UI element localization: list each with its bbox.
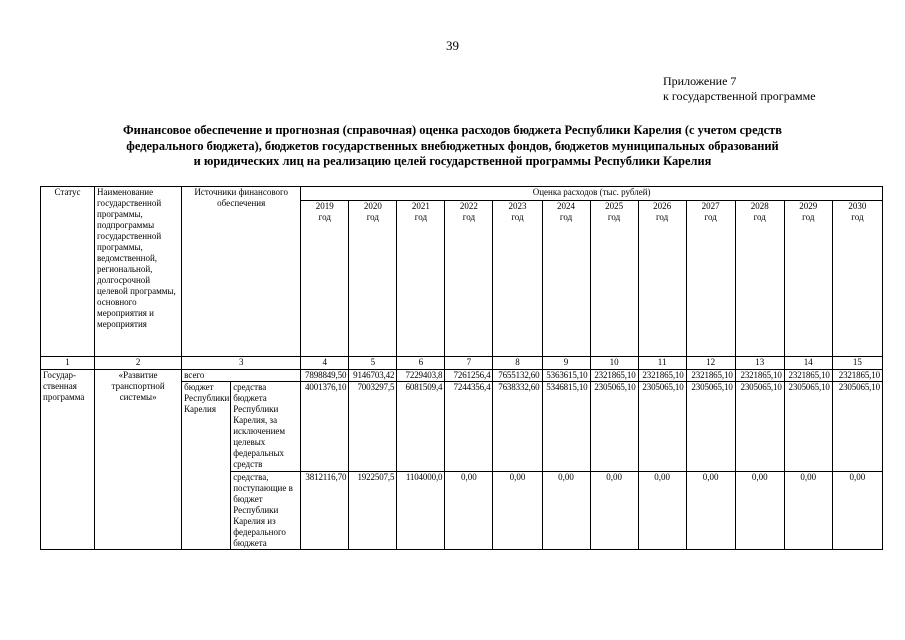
year-unit: год: [318, 212, 331, 222]
regional-value-2024: 5346815,10: [542, 382, 590, 472]
federal-value-2029: 0,00: [784, 472, 832, 550]
year-value: 2020: [363, 201, 382, 211]
federal-value-2026: 0,00: [638, 472, 686, 550]
row-status: Государ-ственная программа: [41, 370, 95, 550]
regional-value-2022: 7244356,4: [445, 382, 493, 472]
row-program-name: «Развитие транспортной системы»: [95, 370, 182, 550]
row-sub2-label: средства, поступающие в бюджет Республики Карелия из федерального бюджета: [231, 472, 301, 550]
federal-value-2022: 0,00: [445, 472, 493, 550]
year-value: 2025: [605, 201, 624, 211]
header-year-2022: [445, 201, 493, 357]
total-value-2019: 7898849,50: [301, 370, 349, 382]
federal-value-2030: 0,00: [832, 472, 882, 550]
federal-value-2028: 0,00: [735, 472, 784, 550]
year-unit: год: [607, 212, 621, 222]
year-unit: год: [511, 212, 524, 222]
year-value: 2027: [701, 201, 720, 211]
federal-value-2020: 1922507,5: [349, 472, 397, 550]
year-value: 2026: [653, 201, 672, 211]
header-year-2021: [397, 201, 445, 357]
year-value: 2028: [750, 201, 769, 211]
column-number-10: 10: [590, 357, 638, 370]
year-value: 2019: [315, 201, 334, 211]
regional-value-2028: 2305065,10: [735, 382, 784, 472]
regional-value-2030: 2305065,10: [832, 382, 882, 472]
document-title: [40, 123, 865, 170]
total-value-2021: 7229403,8: [397, 370, 445, 382]
appendix-line-1: Приложение 7: [663, 74, 737, 88]
page-number: 39: [446, 38, 459, 53]
column-number-14: 14: [784, 357, 832, 370]
year-value: 2021: [411, 201, 430, 211]
header-year-2020: [349, 201, 397, 357]
year-unit: год: [851, 212, 864, 222]
total-value-2025: 2321865,10: [590, 370, 638, 382]
year-unit: год: [366, 212, 379, 222]
year-unit: год: [559, 212, 573, 222]
year-value: 2029: [799, 201, 818, 211]
column-number-2: 2: [95, 357, 182, 370]
federal-value-2025: 0,00: [590, 472, 638, 550]
column-number-15: 15: [832, 357, 882, 370]
header-year-2025: [590, 201, 638, 357]
regional-value-2021: 6081509,4: [397, 382, 445, 472]
regional-value-2029: 2305065,10: [784, 382, 832, 472]
header-year-2024: [542, 201, 590, 357]
federal-value-2019: 3812116,70: [301, 472, 349, 550]
regional-value-2023: 7638332,60: [493, 382, 542, 472]
year-value: 2022: [459, 201, 478, 211]
financing-table: [40, 186, 883, 550]
year-value: 2023: [508, 201, 527, 211]
header-year-2029: [784, 201, 832, 357]
regional-value-2019: 4001376,10: [301, 382, 349, 472]
regional-value-2026: 2305065,10: [638, 382, 686, 472]
title-line-3: и юридических лиц на реализацию целей государственной программы Республики Карелия: [193, 154, 712, 168]
header-year-2028: [735, 201, 784, 357]
regional-value-2027: 2305065,10: [686, 382, 735, 472]
total-value-2026: 2321865,10: [638, 370, 686, 382]
federal-value-2027: 0,00: [686, 472, 735, 550]
title-line-2: федерального бюджета), бюджетов государственных внебюджетных фондов, бюджетов муниципальных образований: [126, 138, 779, 153]
header-year-2030: [832, 201, 882, 357]
column-number-3: 3: [182, 357, 301, 370]
column-number-5: 5: [349, 357, 397, 370]
appendix-line-2: к государственной программе: [663, 89, 816, 103]
total-value-2023: 7655132,60: [493, 370, 542, 382]
column-number-6: 6: [397, 357, 445, 370]
year-unit: год: [655, 212, 669, 222]
column-number-12: 12: [686, 357, 735, 370]
year-value: 2024: [557, 201, 576, 211]
total-value-2030: 2321865,10: [832, 370, 882, 382]
header-year-2023: [493, 201, 542, 357]
row-total-label: всего: [182, 370, 301, 382]
header-year-2026: [638, 201, 686, 357]
column-number-9: 9: [542, 357, 590, 370]
column-number-8: 8: [493, 357, 542, 370]
federal-value-2021: 1104000,0: [397, 472, 445, 550]
year-value: 2030: [848, 201, 867, 211]
appendix-note: [663, 74, 816, 104]
column-number-13: 13: [735, 357, 784, 370]
column-number-11: 11: [638, 357, 686, 370]
regional-value-2020: 7003297,5: [349, 382, 397, 472]
header-status: Статус: [41, 187, 95, 357]
title-line-1: Финансовое обеспечение и прогнозная (справочная) оценка расходов бюджета Республики Карелия (с учетом средств: [123, 123, 782, 137]
year-unit: год: [414, 212, 428, 222]
header-funding-sources: Источники финансового обеспечения: [182, 187, 301, 357]
year-unit: год: [753, 212, 766, 222]
header-program-name: Наименование государственной программы, подпрограммы государственной программы, ведомственной, региональной, долгосрочной целевой программы, основного мероприятия и мероприятия: [95, 187, 182, 357]
federal-value-2024: 0,00: [542, 472, 590, 550]
header-expense-estimate: Оценка расходов (тыс. рублей): [301, 187, 883, 201]
regional-value-2025: 2305065,10: [590, 382, 638, 472]
row-sub1-label: средства бюджета Республики Карелия, за исключением целевых федеральных средств: [231, 382, 301, 472]
year-unit: год: [462, 212, 476, 222]
year-unit: год: [704, 212, 717, 222]
header-year-2019: [301, 201, 349, 357]
total-value-2022: 7261256,4: [445, 370, 493, 382]
column-number-1: 1: [41, 357, 95, 370]
header-year-2027: [686, 201, 735, 357]
column-number-7: 7: [445, 357, 493, 370]
year-unit: год: [802, 212, 815, 222]
total-value-2028: 2321865,10: [735, 370, 784, 382]
column-number-4: 4: [301, 357, 349, 370]
total-value-2024: 5363615,10: [542, 370, 590, 382]
total-value-2020: 9146703,42: [349, 370, 397, 382]
total-value-2027: 2321865,10: [686, 370, 735, 382]
row-budget-label: бюджет Республики Карелия: [182, 382, 231, 550]
federal-value-2023: 0,00: [493, 472, 542, 550]
total-value-2029: 2321865,10: [784, 370, 832, 382]
